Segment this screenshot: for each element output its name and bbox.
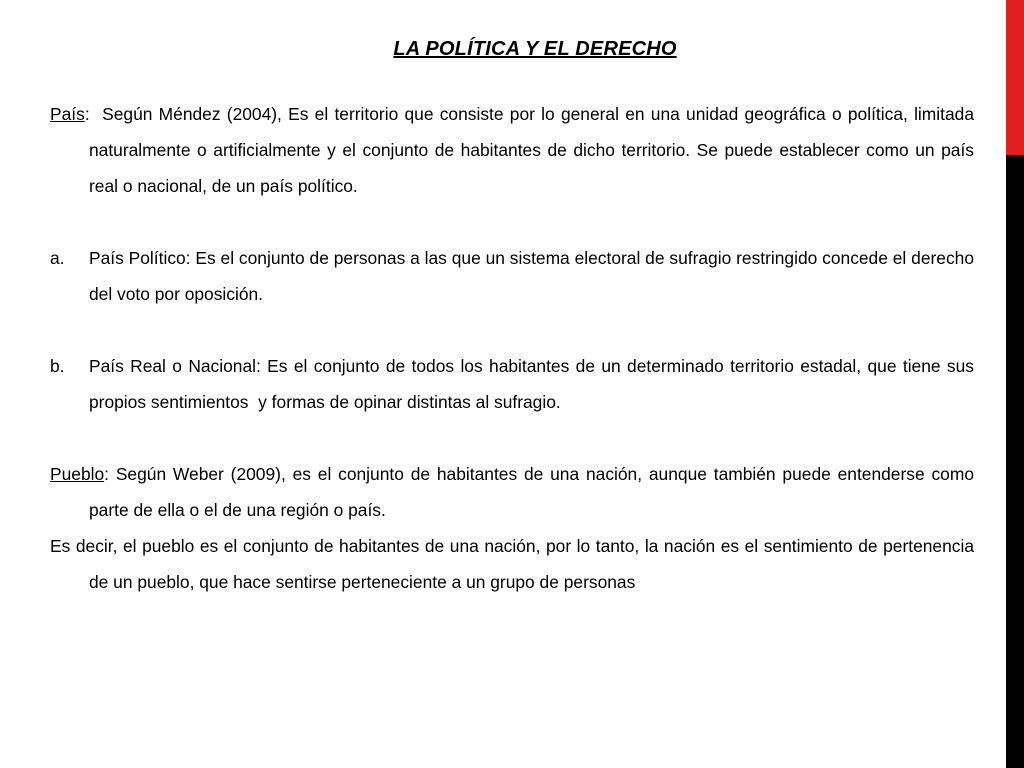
pais-separator: : bbox=[84, 104, 90, 124]
spacer bbox=[50, 420, 974, 456]
spacer bbox=[50, 204, 974, 240]
pueblo-separator: : bbox=[104, 464, 109, 484]
list-item-a bbox=[50, 240, 974, 312]
list-marker-b: b. bbox=[50, 356, 65, 376]
spacer bbox=[50, 312, 974, 348]
list-text-a: País Político: Es el conjunto de personas a las que un sistema electoral de sufragio restringido concede el derecho del voto por oposición. bbox=[89, 248, 974, 304]
slide-content bbox=[50, 96, 979, 600]
side-accent-bar-black bbox=[1006, 155, 1024, 768]
pais-term: País bbox=[50, 104, 85, 124]
list-item-b bbox=[50, 348, 979, 420]
side-accent-bar-red bbox=[1006, 0, 1024, 155]
slide-title: LA POLÍTICA Y EL DERECHO bbox=[393, 38, 677, 60]
pueblo-definition bbox=[50, 456, 979, 528]
conclusion-paragraph: Es decir, el pueblo es el conjunto de habitantes de una nación, por lo tanto, la nación es el sentimiento de pertenencia de un pueblo, que hace sentirse perteneciente a un grupo de personas bbox=[50, 536, 974, 592]
pais-text: Según Méndez (2004), Es el territorio que consiste por lo general en una unidad geográfica o política, limitada naturalmente o artificialmente y el conjunto de habitantes de dicho territorio. Se puede establecer como un país real o nacional, de un país político. bbox=[89, 104, 979, 196]
list-text-b: País Real o Nacional: Es el conjunto de todos los habitantes de un determinado territorio estadal, que tiene sus propios sentimientos y formas de opinar distintas al sufragio. bbox=[89, 356, 979, 412]
pueblo-term: Pueblo bbox=[50, 464, 105, 484]
pais-definition bbox=[50, 96, 979, 204]
pueblo-text: Según Weber (2009), es el conjunto de habitantes de una nación, aunque también puede entenderse como parte de ella o el de una región o país. bbox=[89, 464, 979, 520]
list-marker-a: a. bbox=[50, 248, 65, 268]
